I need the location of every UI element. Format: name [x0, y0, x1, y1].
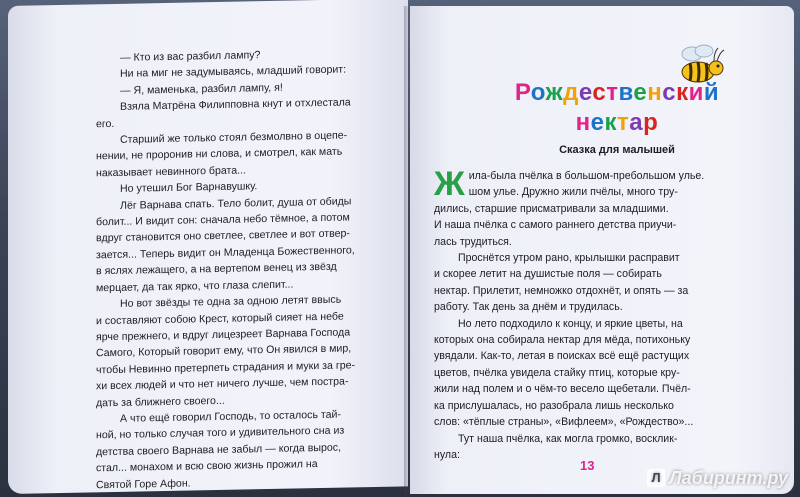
title-letter: к	[676, 79, 689, 106]
right-page-lines	[434, 165, 764, 463]
right-page-text-line: нектар. Прилетит, немножко отдохнёт, и опять — за	[434, 284, 689, 297]
left-page-text-line: Лёг Варнава спать. Тело болит, душа от обиды	[120, 195, 352, 212]
left-page-text-line: Святой Горе Афон.	[96, 477, 191, 491]
right-page-text-line: увядали. Как-то, летая в поисках всё ещё растущих	[434, 350, 690, 363]
left-page-text-line: ной, но только случая того и удивительного сна из	[96, 424, 345, 442]
watermark-text: Лабиринт.ру	[669, 468, 788, 488]
right-page-text-line: шом улье. Дружно жили пчёлы, много тру-	[468, 186, 678, 199]
right-page-text-line: которых она собирала нектар для мёда, потихоньку	[434, 334, 691, 347]
left-page-text-line: хи всех людей и что нет ничего лучше, чем постра-	[96, 375, 349, 393]
right-page-text-line: ила-была пчёлка в большом-пребольшом улье.	[468, 170, 705, 182]
left-page-text-line: зается... Теперь видит он Младенца Божественного,	[96, 244, 355, 262]
left-page-text-line: детства своего Варнава не забыл — когда вырос,	[96, 441, 342, 459]
title-letter: т	[617, 109, 630, 136]
title-letter: с	[592, 79, 607, 106]
title-letter: й	[703, 79, 720, 106]
watermark	[647, 468, 788, 489]
title-letter: в	[618, 79, 634, 106]
right-page-text-line: и скорее летит на душистые поля — собирать	[434, 268, 662, 281]
left-page-text-line: Самого, Который говорит ему, что Он явился в мир,	[96, 342, 352, 360]
title-line-1	[452, 78, 782, 108]
title-letter: т	[606, 79, 619, 106]
title-letter: е	[578, 79, 593, 106]
right-page-text-line: Тут наша пчёлка, как могла громко, восклик-	[458, 432, 678, 445]
page-number: 13	[580, 458, 595, 473]
left-page-text-line: Ни на миг не задумываясь, младший говорит:	[120, 63, 347, 81]
story-subtitle: Сказка для малышей	[559, 144, 675, 156]
right-page-text-line: лась трудиться.	[434, 235, 512, 248]
right-page-text	[434, 165, 764, 463]
drop-cap: Ж	[434, 165, 465, 203]
right-page-text-line: слов: «тёплые страны», «Вифлеем», «Рождество»...	[434, 416, 694, 429]
left-page-text-line: в яслях лежащего, а на вертепом венец из звёзд	[96, 260, 337, 278]
left-page-text-line: Взяла Матрёна Филипповна кнут и отхлестала	[120, 96, 351, 114]
left-page-text-line: стал... монахом и всю свою жизнь прожил на	[96, 458, 318, 475]
title-letter: Р	[514, 79, 531, 106]
title-letter: а	[629, 109, 644, 136]
right-page-text-line: И наша пчёлка с самого раннего детства приучи-	[434, 219, 677, 232]
open-book	[8, 6, 794, 494]
left-page-text-line: Но вот звёзды те одна за одною летят ввысь	[120, 293, 342, 310]
left-page-text-line: наказывает невинного брата...	[96, 164, 247, 180]
left-page-text-line: — Кто из вас разбил лампу?	[120, 49, 261, 64]
left-page-text-line: болит... И видит сон: сначала небо тёмное, а потом	[96, 211, 350, 229]
left-page	[8, 0, 408, 494]
left-page-text-line: нении, не проронив ни слова, и смотрел, как мать	[96, 146, 343, 163]
left-page-text-line: и составляют собою Крест, который сияет на небе	[96, 310, 344, 327]
left-page-text-line: чтобы Невинно претерпеть страдания и муки за гре-	[96, 359, 356, 377]
left-page-text-line: мерцает, да так ярко, что глаза слепит...	[96, 278, 294, 294]
left-page-text-line: Старший же только стоял безмолвно в оцепе-	[120, 129, 348, 146]
left-page-text-line: его.	[96, 117, 115, 130]
right-page-text-line: работу. Так день за днём и трудилась.	[434, 301, 623, 314]
title-letter: д	[563, 79, 579, 106]
title-letter: е	[633, 79, 648, 106]
right-page-text-line: Но лето подходило к концу, и яркие цветы, на	[458, 317, 683, 330]
title-line-2	[452, 108, 782, 138]
title-letter: н	[575, 109, 591, 136]
right-page-text-line: цветов, пчёлка увидела стайку птиц, которые кру-	[434, 366, 680, 379]
right-page-text-line: жили над полем и о чём-то весело щебетали. Пчёл-	[434, 383, 691, 396]
labirint-logo-icon: Л	[647, 469, 665, 487]
right-page-text-line: ка прислушалась, но разобрала лишь несколько	[434, 399, 674, 412]
right-page-text-line: дились, старшие присматривали за младшими.	[434, 202, 669, 215]
title-letter: р	[643, 109, 659, 136]
title-letter: к	[604, 109, 618, 136]
left-page-text-line: — Я, маменька, разбил лампу, я!	[120, 81, 283, 97]
title-letter: ж	[545, 79, 564, 106]
story-title	[452, 78, 782, 138]
title-letter: е	[590, 109, 605, 136]
right-page	[410, 6, 794, 494]
title-letter: с	[662, 79, 677, 106]
left-page-text	[96, 45, 396, 494]
right-page-text-line: Проснётся утром рано, крылышки расправит	[458, 252, 680, 265]
left-page-text-line: Но утешил Бог Варнавушку.	[120, 180, 258, 196]
left-page-text-line: ярче прежнего, и вдруг лицезреет Варнава Господа	[96, 326, 351, 344]
left-page-text-line: дать за ближнего своего...	[96, 394, 225, 409]
title-letter: н	[647, 79, 663, 106]
left-page-text-line: вдруг становится оно светлее, светлее и вот отвер-	[96, 227, 350, 245]
right-page-text-line: нула:	[434, 448, 460, 461]
left-page-text-line: А что ещё говорил Господь, то осталось тай-	[120, 408, 341, 425]
title-letter: о	[530, 79, 546, 106]
title-letter: и	[688, 79, 704, 106]
